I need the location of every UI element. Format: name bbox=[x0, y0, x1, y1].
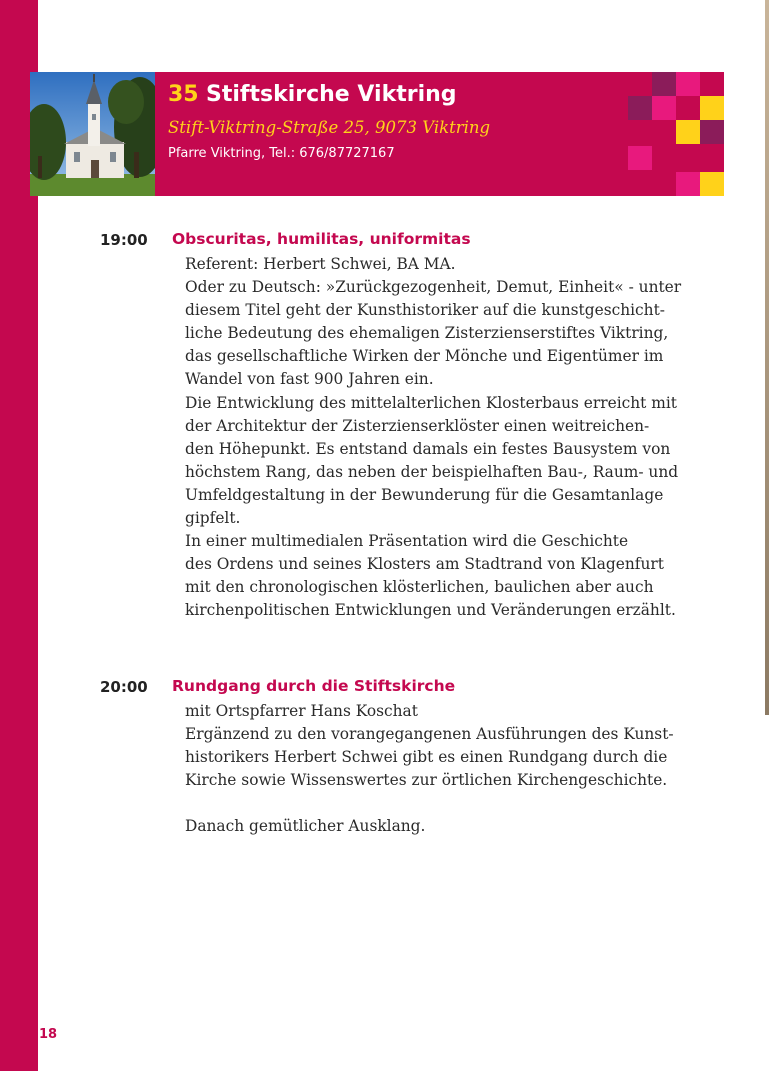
text-line: Oder zu Deutsch: »Zurückgezogenheit, Demut, Einheit« - unter bbox=[185, 278, 682, 297]
church-photo-icon bbox=[30, 72, 155, 196]
text-line: des Ordens und seines Klosters am Stadtrand von Klagenfurt bbox=[185, 555, 664, 574]
text-line bbox=[185, 792, 765, 815]
text-line: den Höhepunkt. Es entstand damals ein festes Bausystem von bbox=[185, 439, 671, 458]
text-line: historikers Herbert Schwei gibt es einen Rundgang durch die bbox=[185, 748, 668, 767]
venue-title: Stiftskirche Viktring bbox=[206, 82, 457, 107]
venue-parish-contact: Pfarre Viktring, Tel.: 676/87727167 bbox=[168, 146, 395, 161]
event-2-time: 20:00 bbox=[100, 678, 148, 696]
adjacent-page-edge bbox=[765, 0, 769, 715]
event-2-description bbox=[185, 700, 765, 839]
text-line: der Architektur der Zisterzienserklöster einen weitreichen- bbox=[185, 416, 650, 435]
text-line: diesem Titel geht der Kunsthistoriker auf die kunstgeschicht- bbox=[185, 301, 665, 320]
page-number: 18 bbox=[39, 1027, 58, 1042]
text-line: mit Ortspfarrer Hans Koschat bbox=[185, 702, 418, 720]
event-1-title: Obscuritas, humilitas, uniformitas bbox=[172, 230, 471, 248]
venue-address: Stift-Viktring-Straße 25, 9073 Viktring bbox=[168, 118, 491, 137]
text-line: Wandel von fast 900 Jahren ein. bbox=[185, 370, 434, 389]
text-line: Kirche sowie Wissenswertes zur örtlichen Kirchengeschichte. bbox=[185, 771, 668, 790]
venue-header bbox=[30, 72, 724, 196]
text-line: das gesellschaftliche Wirken der Mönche und Eigentümer im bbox=[185, 347, 664, 366]
text-line: kirchenpolitischen Entwicklungen und Veränderungen erzählt. bbox=[185, 601, 676, 620]
text-line: mit den chronologischen klösterlichen, baulichen aber auch bbox=[185, 578, 654, 597]
text-line: liche Bedeutung des ehemaligen Zisterzienserstiftes Viktring, bbox=[185, 324, 669, 343]
text-line: Die Entwicklung des mittelalterlichen Klosterbaus erreicht mit bbox=[185, 393, 677, 412]
event-1-time: 19:00 bbox=[100, 231, 148, 249]
event-2-title: Rundgang durch die Stiftskirche bbox=[172, 677, 456, 695]
venue-number: 35 bbox=[168, 82, 199, 107]
text-line: Umfeldgestaltung in der Bewunderung für die Gesamtanlage bbox=[185, 485, 664, 504]
text-line: Referent: Herbert Schwei, BA MA. bbox=[185, 255, 456, 273]
text-line: Ergänzend zu den vorangegangenen Ausführungen des Kunst- bbox=[185, 725, 674, 744]
text-line: gipfelt. bbox=[185, 509, 241, 528]
event-1-description bbox=[185, 253, 765, 623]
text-line: höchstem Rang, das neben der beispielhaften Bau-, Raum- und bbox=[185, 462, 679, 481]
text-line: In einer multimedialen Präsentation wird die Geschichte bbox=[185, 532, 629, 551]
text-line: Danach gemütlicher Ausklang. bbox=[185, 817, 426, 836]
